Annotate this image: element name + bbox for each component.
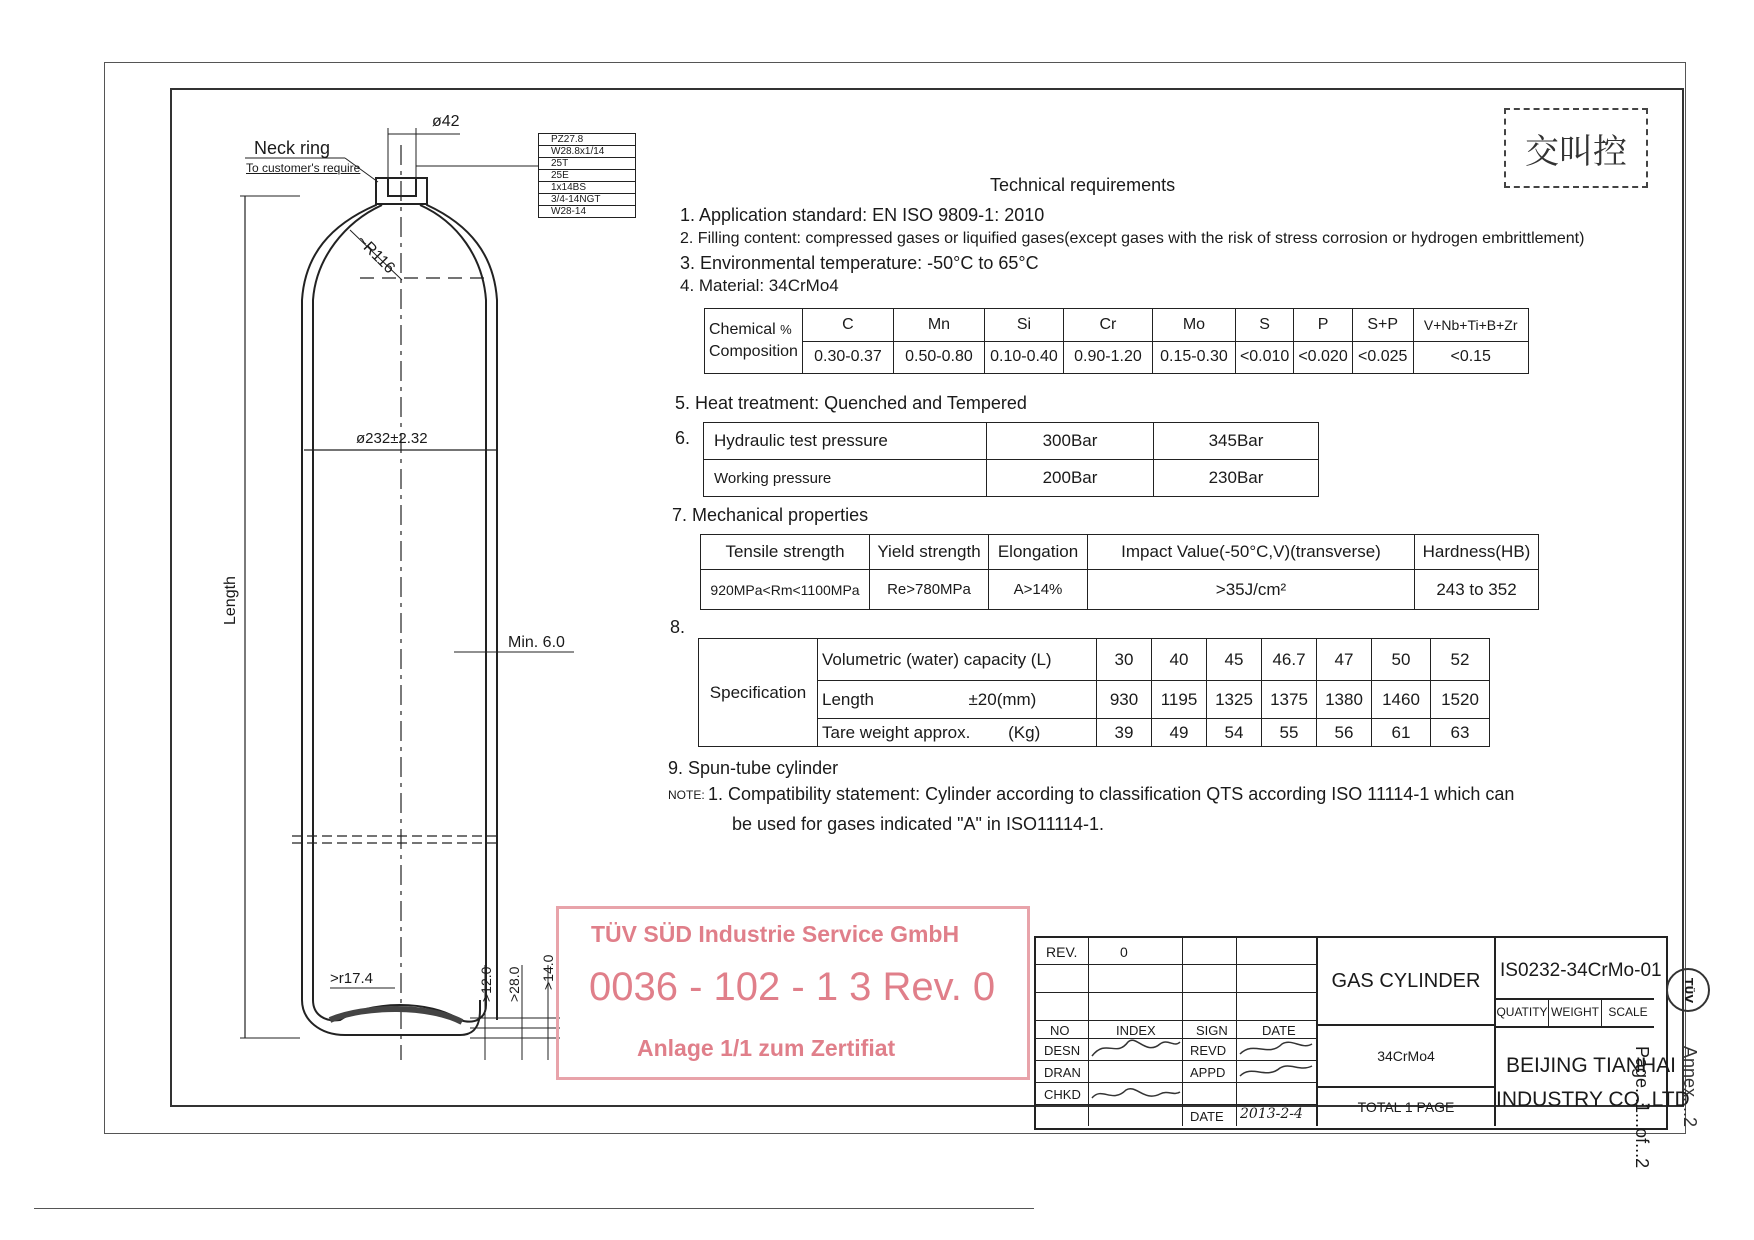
total-pages: TOTAL 1 PAGE — [1357, 1099, 1455, 1115]
thread-box — [538, 133, 636, 218]
product-name: GAS CYLINDER — [1331, 969, 1481, 992]
col-no: NO — [1050, 1023, 1070, 1038]
chem-header: Mo — [1152, 309, 1235, 342]
chem-header: S+P — [1352, 309, 1413, 342]
chem-value: 0.15-0.30 — [1152, 341, 1235, 374]
approval-signature: 交叫控 — [1525, 131, 1627, 172]
specification-table — [698, 638, 1490, 747]
spec-value: 39 — [1097, 719, 1152, 747]
chemical-composition-table — [704, 308, 1529, 374]
spec-value: 55 — [1262, 719, 1317, 747]
spec-value: 1375 — [1262, 681, 1317, 719]
spec-value: 30 — [1097, 639, 1152, 681]
mech-header: Impact Value(-50°C,V)(transverse) — [1088, 535, 1415, 570]
qty-weight-scale-row — [1496, 998, 1654, 1028]
chem-value: <0.15 — [1413, 341, 1528, 374]
chem-header: Cr — [1063, 309, 1152, 342]
chem-value: 0.10-0.40 — [984, 341, 1063, 374]
thread-item: 3/4-14NGT — [539, 194, 635, 206]
rev-value: 0 — [1120, 944, 1128, 960]
spec-value: 46.7 — [1262, 639, 1317, 681]
mech-value: A>14% — [989, 570, 1088, 610]
revision-grid — [1036, 938, 1318, 1126]
pressure-value: 200Bar — [987, 460, 1154, 497]
chem-value: <0.025 — [1352, 341, 1413, 374]
neck-ring-label: Neck ring — [254, 138, 331, 158]
handwritten-signatures — [1036, 938, 1316, 1126]
row-chkd: CHKD — [1044, 1087, 1081, 1102]
spec-value: 45 — [1207, 639, 1262, 681]
tech-item-4: 4. Material: 34CrMo4 — [680, 276, 839, 295]
tuv-approval-stamp — [556, 906, 1030, 1080]
quantity-label: QUATITY — [1496, 1000, 1549, 1026]
dim-14-label: >14.0 — [540, 954, 556, 990]
thread-item: W28-14 — [551, 206, 587, 217]
col-date: DATE — [1262, 1023, 1296, 1038]
tuv-logo — [1666, 968, 1710, 1012]
chem-header: C — [802, 309, 893, 342]
mech-header: Elongation — [989, 535, 1088, 570]
chem-pct: % — [780, 322, 792, 337]
company-name-1: BEIJING TIANHAI — [1506, 1054, 1676, 1077]
pressure-label: Working pressure — [704, 460, 987, 497]
spec-value: 52 — [1431, 639, 1490, 681]
diameter-label: ø232±2.32 — [356, 430, 428, 447]
spec-value: 56 — [1317, 719, 1372, 747]
dim-28-label: >28.0 — [506, 966, 522, 1002]
spec-value: 50 — [1372, 639, 1431, 681]
spec-row-label: Tare weight approx. (Kg) — [818, 719, 1097, 747]
spec-value: 40 — [1152, 639, 1207, 681]
tech-item-3: 3. Environmental temperature: -50°C to 65°C — [680, 253, 1039, 273]
rev-label: REV. — [1046, 944, 1078, 960]
tech-item-7: 7. Mechanical properties — [672, 505, 869, 525]
row-desn: DESN — [1044, 1043, 1081, 1058]
chem-value: 0.90-1.20 — [1063, 341, 1152, 374]
date-value: 2013-2-4 — [1240, 1106, 1303, 1122]
tech-item-6: 6. — [675, 428, 691, 448]
note-line-2: be used for gases indicated "A" in ISO11114-1. — [732, 814, 1105, 834]
tech-item-1: 1. Application standard: EN ISO 9809-1: 2010 — [680, 205, 1045, 225]
mech-value: 920MPa<Rm<1100MPa — [701, 570, 870, 610]
chem-label-1: Chemical — [709, 321, 776, 338]
dim-12-label: >12.0 — [478, 966, 494, 1002]
tech-item-8: 8. — [670, 617, 686, 637]
tech-title: Technical requirements — [990, 175, 1176, 195]
company-name-2: INDUSTRY CO.,LTD — [1496, 1088, 1690, 1111]
spec-value: 47 — [1317, 639, 1372, 681]
top-diameter-label: ø42 — [432, 113, 460, 130]
col-sign: SIGN — [1196, 1023, 1228, 1038]
stamp-line-2: 0036 - 102 - 1 3 Rev. 0 — [589, 965, 996, 1009]
chem-value: <0.010 — [1235, 341, 1293, 374]
pressure-value: 345Bar — [1154, 423, 1319, 460]
thread-item: W28.8x1/14 — [539, 146, 635, 158]
material-name: 34CrMo4 — [1377, 1048, 1435, 1064]
pressure-value: 300Bar — [987, 423, 1154, 460]
mech-value: 243 to 352 — [1415, 570, 1539, 610]
chem-label-2: Composition — [709, 343, 798, 360]
mech-header: Hardness(HB) — [1415, 535, 1539, 570]
thread-item: 25E — [539, 170, 635, 182]
min-wall-label: Min. 6.0 — [508, 634, 565, 651]
chem-value: <0.020 — [1294, 341, 1352, 374]
chem-header: Si — [984, 309, 1063, 342]
spec-value: 1380 — [1317, 681, 1372, 719]
annex-annotation: Annex....2 — [1680, 1046, 1700, 1128]
mech-value: >35J/cm² — [1088, 570, 1415, 610]
chem-header: Mn — [893, 309, 984, 342]
tech-item-2: 2. Filling content: compressed gases or liquified gases(except gases with the risk of stress corrosion or hydrogen embrittlement) — [680, 230, 1585, 247]
row-date: DATE — [1190, 1109, 1224, 1124]
spec-value: 61 — [1372, 719, 1431, 747]
spec-row-label: Length ±20(mm) — [818, 681, 1097, 719]
row-dran: DRAN — [1044, 1065, 1081, 1080]
thread-item: 25T — [539, 158, 635, 170]
mech-header: Yield strength — [870, 535, 989, 570]
product-cell — [1318, 938, 1496, 1026]
scale-label: SCALE — [1608, 1005, 1648, 1019]
material-cell — [1318, 1026, 1496, 1088]
spec-value: 1325 — [1207, 681, 1262, 719]
spec-value: 63 — [1431, 719, 1490, 747]
spec-value: 1520 — [1431, 681, 1490, 719]
stamp-line-1: TÜV SÜD Industrie Service GmbH — [591, 921, 960, 947]
mech-header: Tensile strength — [701, 535, 870, 570]
tech-item-5: 5. Heat treatment: Quenched and Tempered — [675, 393, 1027, 413]
thread-item: 1x14BS — [539, 182, 635, 194]
spec-value: 930 — [1097, 681, 1152, 719]
stamp-line-3: Anlage 1/1 zum Zertifiat — [637, 1035, 896, 1061]
spec-value: 49 — [1152, 719, 1207, 747]
neck-ring-note: To customer's require — [246, 161, 361, 175]
total-cell — [1318, 1088, 1496, 1126]
weight-label: WEIGHT — [1549, 1000, 1602, 1026]
drawing-number: IS0232-34CrMo-01 — [1500, 960, 1662, 981]
pressure-label: Hydraulic test pressure — [704, 423, 987, 460]
chem-header: S — [1235, 309, 1293, 342]
spec-value: 1460 — [1372, 681, 1431, 719]
mech-value: Re>780MPa — [870, 570, 989, 610]
spec-label: Specification — [699, 639, 818, 747]
shoulder-radius-label: ~R116 — [353, 232, 398, 278]
chem-label-cell — [705, 309, 803, 374]
approval-signature-box — [1504, 108, 1648, 188]
thread-item: PZ27.8 — [539, 134, 635, 146]
length-label: Length — [222, 576, 239, 625]
page-annotation: Page...1...of...2 — [1632, 1046, 1652, 1169]
chem-header: V+Nb+Ti+B+Zr — [1413, 309, 1528, 342]
row-appd: APPD — [1190, 1065, 1226, 1080]
chem-header: P — [1294, 309, 1352, 342]
tuv-logo-text: TÜV — [1681, 977, 1695, 1003]
note-label: NOTE: — [668, 788, 705, 802]
bottom-radius-label: >r17.4 — [330, 970, 373, 987]
spec-value: 54 — [1207, 719, 1262, 747]
mechanical-properties-table — [700, 534, 1539, 610]
col-index: INDEX — [1116, 1023, 1156, 1038]
note-line-1: 1. Compatibility statement: Cylinder according to classification QTS according ISO 11114-1 which can — [708, 784, 1515, 804]
pressure-table — [703, 422, 1319, 497]
tech-item-9: 9. Spun-tube cylinder — [668, 758, 839, 778]
spec-value: 1195 — [1152, 681, 1207, 719]
row-revd: REVD — [1190, 1043, 1227, 1058]
pressure-value: 230Bar — [1154, 460, 1319, 497]
chem-value: 0.30-0.37 — [802, 341, 893, 374]
spec-row-label: Volumetric (water) capacity (L) — [818, 639, 1097, 681]
chem-value: 0.50-0.80 — [893, 341, 984, 374]
